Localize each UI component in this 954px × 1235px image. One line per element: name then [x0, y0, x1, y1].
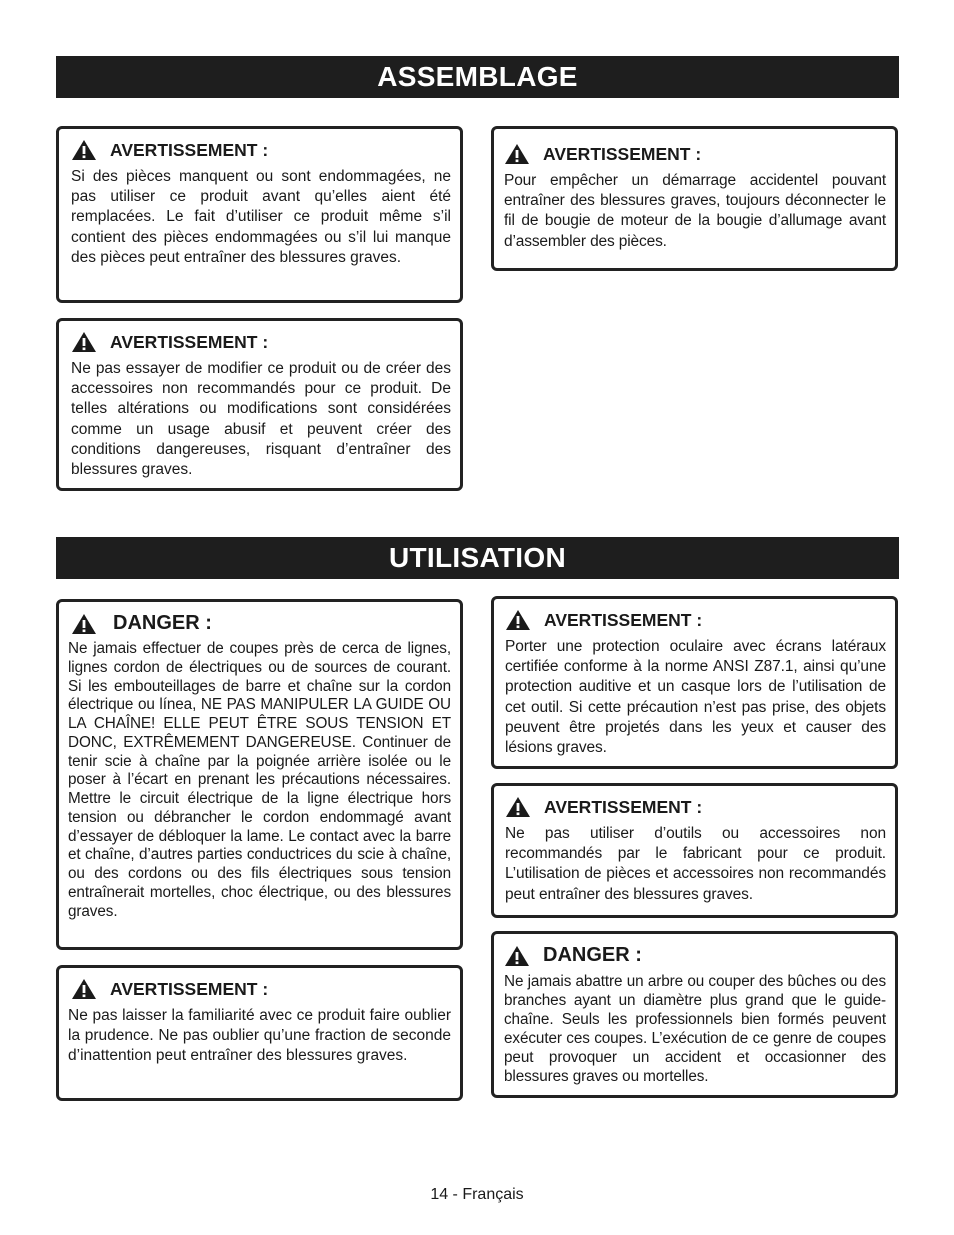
warning-triangle-icon [71, 331, 97, 353]
warning-title: AVERTISSEMENT : [110, 331, 269, 352]
danger-box-felling [491, 931, 898, 1098]
warning-triangle-icon [505, 609, 531, 631]
warning-box-modification [56, 318, 463, 491]
warning-header [505, 609, 886, 631]
warning-triangle-icon [71, 139, 97, 161]
danger-title: DANGER : [113, 612, 212, 634]
warning-box-eye-protection [491, 596, 898, 769]
warning-text: Ne pas laisser la familiarité avec ce produit faire oublier la prudence. Ne pas oublier qu’une fraction de seconde d’inattention peut entraîner des blessures graves. [68, 1007, 451, 1065]
warning-title: AVERTISSEMENT : [544, 609, 703, 630]
warning-title: AVERTISSEMENT : [110, 978, 269, 999]
warning-header [68, 978, 451, 1000]
warning-text: Si des pièces manquent ou sont endommagées, ne pas utiliser ce produit avant qu’elles aient été remplacées. Le fait d’utiliser ce produit même s’il contient des pièces endommagées ou s’il lui manque des pièces peut entraîner des blessures graves. [71, 168, 451, 266]
warning-box-accessories [491, 783, 898, 918]
warning-triangle-icon [71, 613, 97, 635]
warning-text: Ne pas utiliser d’outils ou accessoires non recommandés par le fabricant pour ce produit. L’utilisation de pièces et accessoires non recommandés peut entraîner des blessures graves. [505, 825, 886, 903]
warning-triangle-icon [504, 143, 530, 165]
warning-box-familiarity [56, 965, 463, 1101]
danger-text: Ne jamais effectuer de coupes près de cerca de lignes, lignes cordon de électriques ou de sources de courant. Si les embouteillages de barre et chaîne sur la cordon électrique ou línea, NE PAS MANIPULER LA GUIDE OU LA CHAÎNE! ELLE PEUT ÊTRE SOUS TENSION ET DONC, EXTRÊMEMENT DANGEREUSE. Continuer de tenir scie à chaîne par la poignée arrière isolée ou le poser à l’écart en prenant les précautions nécessaires. Mettre le circuit électrique de la ligne électrique hors tension ou débrancher le cordon endommagé avant d’essayer de débloquer la lame. Le contact avec la barre et chaîne, d’autres parties conductrices du scie à chaîne, ou des cordons ou des fils électriques sous tension entraînerait mortelles, choc électrique, ou des blessures graves. [68, 640, 451, 920]
warning-header [504, 143, 886, 165]
warning-header [505, 796, 886, 818]
warning-triangle-icon [71, 978, 97, 1000]
section-header-assemblage: ASSEMBLAGE [56, 56, 899, 98]
danger-box-power-lines [56, 599, 463, 950]
warning-title: AVERTISSEMENT : [544, 796, 703, 817]
danger-header [68, 612, 451, 635]
warning-triangle-icon [505, 796, 531, 818]
warning-text: Ne pas essayer de modifier ce produit ou de créer des accessoires non recommandés pour ce produit. De telles altérations ou modifications sont considérées comme un usage abusif et peuvent créer des conditions dangereuses, risquant d’entraîner des blessures graves. [71, 360, 451, 479]
page-footer: 14 - Français [430, 1186, 524, 1203]
warning-triangle-icon [504, 945, 530, 967]
warning-text: Porter une protection oculaire avec écrans latéraux certifiée conforme à la norme ANSI Z87.1, ainsi qu’une protection auditive et un casque lors de l’utilisation de cet outil. Si cette précaution n’est pas prise, des objets peuvent être projetés dans les yeux et causer des lésions graves. [505, 638, 886, 757]
warning-title: AVERTISSEMENT : [543, 143, 702, 164]
warning-text: Pour empêcher un démarrage accidentel pouvant entraîner des blessures graves, toujours déconnecter le fil de bougie de moteur de la bougie d’allumage avant d’assembler des pièces. [504, 172, 886, 250]
danger-title: DANGER : [543, 944, 642, 966]
danger-header [504, 944, 886, 967]
warning-header [71, 139, 451, 161]
danger-text: Ne jamais abattre un arbre ou couper des bûches ou des branches ayant un diamètre plus grand que le guide-chaîne. Seuls les professionnels bien formés peuvent exécuter ces coupes. L’exécution de ce genre de coupes peut provoquer un accident et occasionner des blessures graves ou mortelles. [504, 973, 886, 1085]
warning-box-accidental-start [491, 126, 898, 271]
warning-header [71, 331, 451, 353]
section-header-utilisation: UTILISATION [56, 537, 899, 579]
warning-box-missing-parts [56, 126, 463, 303]
warning-title: AVERTISSEMENT : [110, 139, 269, 160]
